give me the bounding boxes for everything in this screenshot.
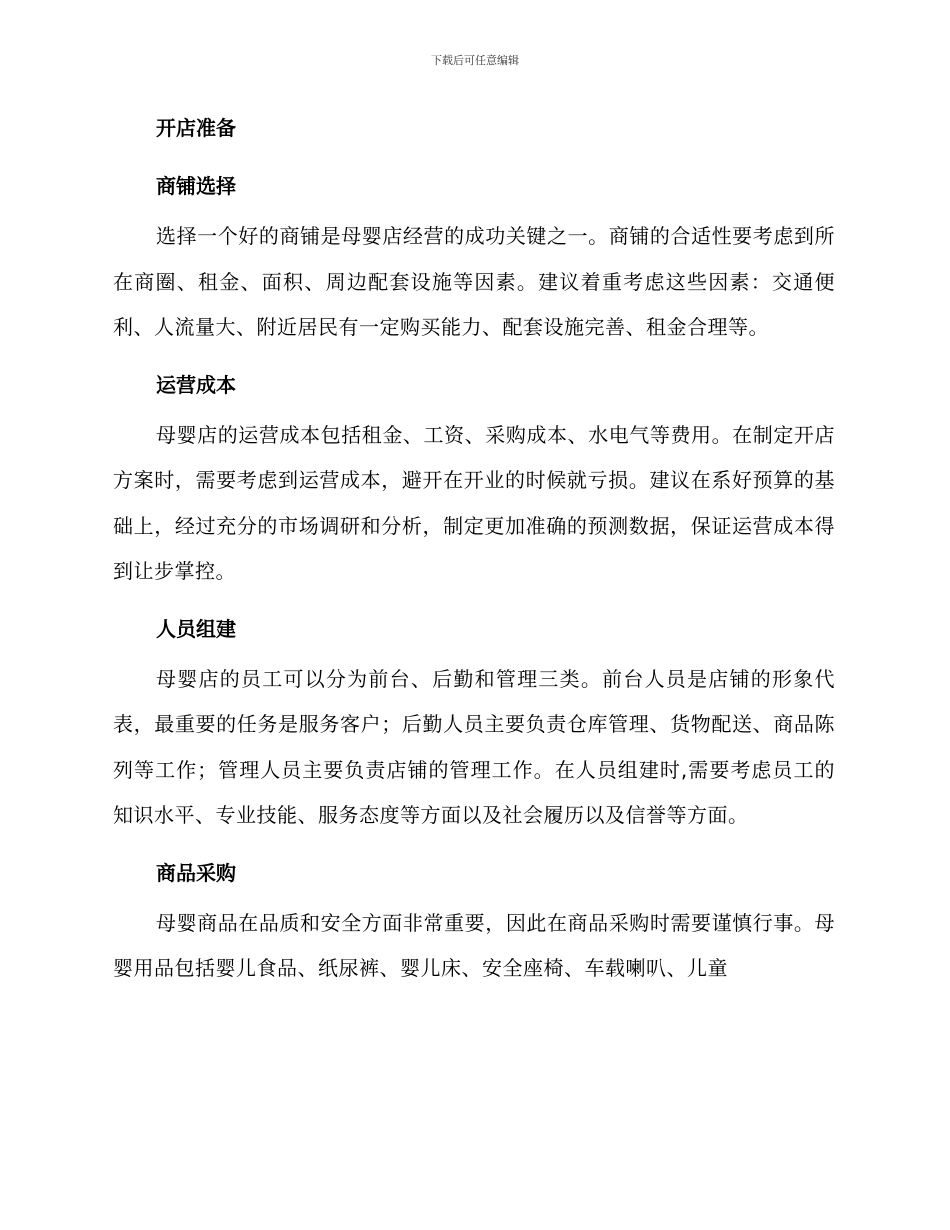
section-paragraph-procurement: 母婴商品在品质和安全方面非常重要，因此在商品采购时需要谨慎行事。母婴用品包括婴儿食品、纸尿裤、婴儿床、安全座椅、车载喇叭、儿童 (113, 910, 835, 980)
section-heading-opening-preparation: 开店准备 (156, 116, 236, 140)
page-header: 下载后可任意编辑 (431, 54, 519, 67)
section-heading-staffing: 人员组建 (156, 616, 236, 641)
document-body (113, 110, 835, 992)
section-heading-procurement: 商品采购 (156, 860, 236, 885)
section-heading-shop-selection: 商铺选择 (156, 174, 236, 198)
section-paragraph-operating-cost: 母婴店的运营成本包括租金、工资、采购成本、水电气等费用。在制定开店方案时，需要考虑到运营成本，避开在开业的时候就亏损。建议在系好预算的基础上，经过充分的市场调研和分析，制定更加准确的预测数据，保证运营成本得到让步掌控。 (113, 422, 835, 583)
section-heading-operating-cost: 运营成本 (156, 372, 236, 397)
section-paragraph-staffing: 母婴店的员工可以分为前台、后勤和管理三类。前台人员是店铺的形象代表，最重要的任务是服务客户；后勤人员主要负责仓库管理、货物配送、商品陈列等工作；管理人员主要负责店铺的管理工作。在人员组建时,需要考虑员工的知识水平、专业技能、服务态度等方面以及社会履历以及信誉等方面。 (113, 666, 835, 827)
section-paragraph-shop-selection: 选择一个好的商铺是母婴店经营的成功关键之一。商铺的合适性要考虑到所在商圈、租金、面积、周边配套设施等因素。建议着重考虑这些因素：交通便利、人流量大、附近居民有一定购买能力、配套设施完善、租金合理等。 (113, 224, 835, 339)
